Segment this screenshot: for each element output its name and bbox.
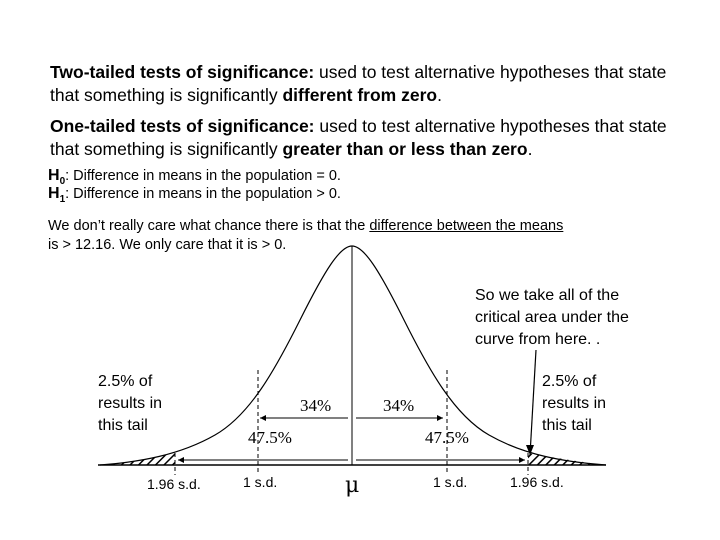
pct-inner-left: 34% xyxy=(300,396,332,415)
left-tail-line-2: results in xyxy=(98,395,163,412)
note-underlined: difference between the means xyxy=(369,218,564,234)
two-tailed-bold: different from zero xyxy=(282,85,438,105)
label-right-196sd: 1.96 s.d. xyxy=(510,474,564,490)
pct-outer-right: 47.5% xyxy=(425,428,469,447)
one-tailed-bold: greater than or less than zero xyxy=(282,139,528,159)
right-tail-line-2: results in xyxy=(542,395,607,412)
one-tailed-term: One-tailed tests of significance: xyxy=(50,116,315,136)
h1-sub: 1 xyxy=(59,193,66,205)
one-tailed-text: used to test alternative hypotheses that state that something is significantly xyxy=(50,116,667,159)
pct-outer-left: 47.5% xyxy=(248,428,292,447)
two-tailed-term: Two-tailed tests of significance: xyxy=(50,62,315,82)
left-34-arrowhead xyxy=(260,415,266,421)
label-right-1sd: 1 s.d. xyxy=(433,474,468,490)
critical-area-callout: So we take all of the critical area under the curve from here. . xyxy=(475,287,629,348)
one-tailed-end: . xyxy=(527,139,533,159)
h1-text: : Difference in means in the population > 0. xyxy=(65,186,341,202)
right-tail-line-1: 2.5% of xyxy=(542,373,597,390)
h0-text: : Difference in means in the population = 0. xyxy=(65,168,341,184)
right-tail-line-3: this tail xyxy=(542,417,592,434)
h0-letter: H xyxy=(48,167,60,184)
bell-curve xyxy=(100,246,606,465)
note-after: is > 12.16. We only care that it is > 0. xyxy=(48,237,287,253)
right-34-arrowhead xyxy=(437,415,443,421)
label-left-196sd: 1.96 s.d. xyxy=(147,476,201,492)
h0-sub: 0 xyxy=(59,175,66,187)
left-tail-line-3: this tail xyxy=(98,417,148,434)
label-left-1sd: 1 s.d. xyxy=(243,474,278,490)
left-tail-line-1: 2.5% of xyxy=(98,373,153,390)
two-tailed-text: used to test alternative hypotheses that state that something is significantly xyxy=(50,62,667,105)
two-tailed-end: . xyxy=(437,85,442,105)
pct-inner-right: 34% xyxy=(383,396,415,415)
note-before: We don’t really care what chance there is that the xyxy=(48,218,370,234)
h1-letter: H xyxy=(48,185,60,202)
callout-arrow xyxy=(530,350,536,455)
left-475-arrowhead xyxy=(178,457,184,463)
label-mu: μ xyxy=(345,473,360,498)
right-475-arrowhead xyxy=(519,457,525,463)
